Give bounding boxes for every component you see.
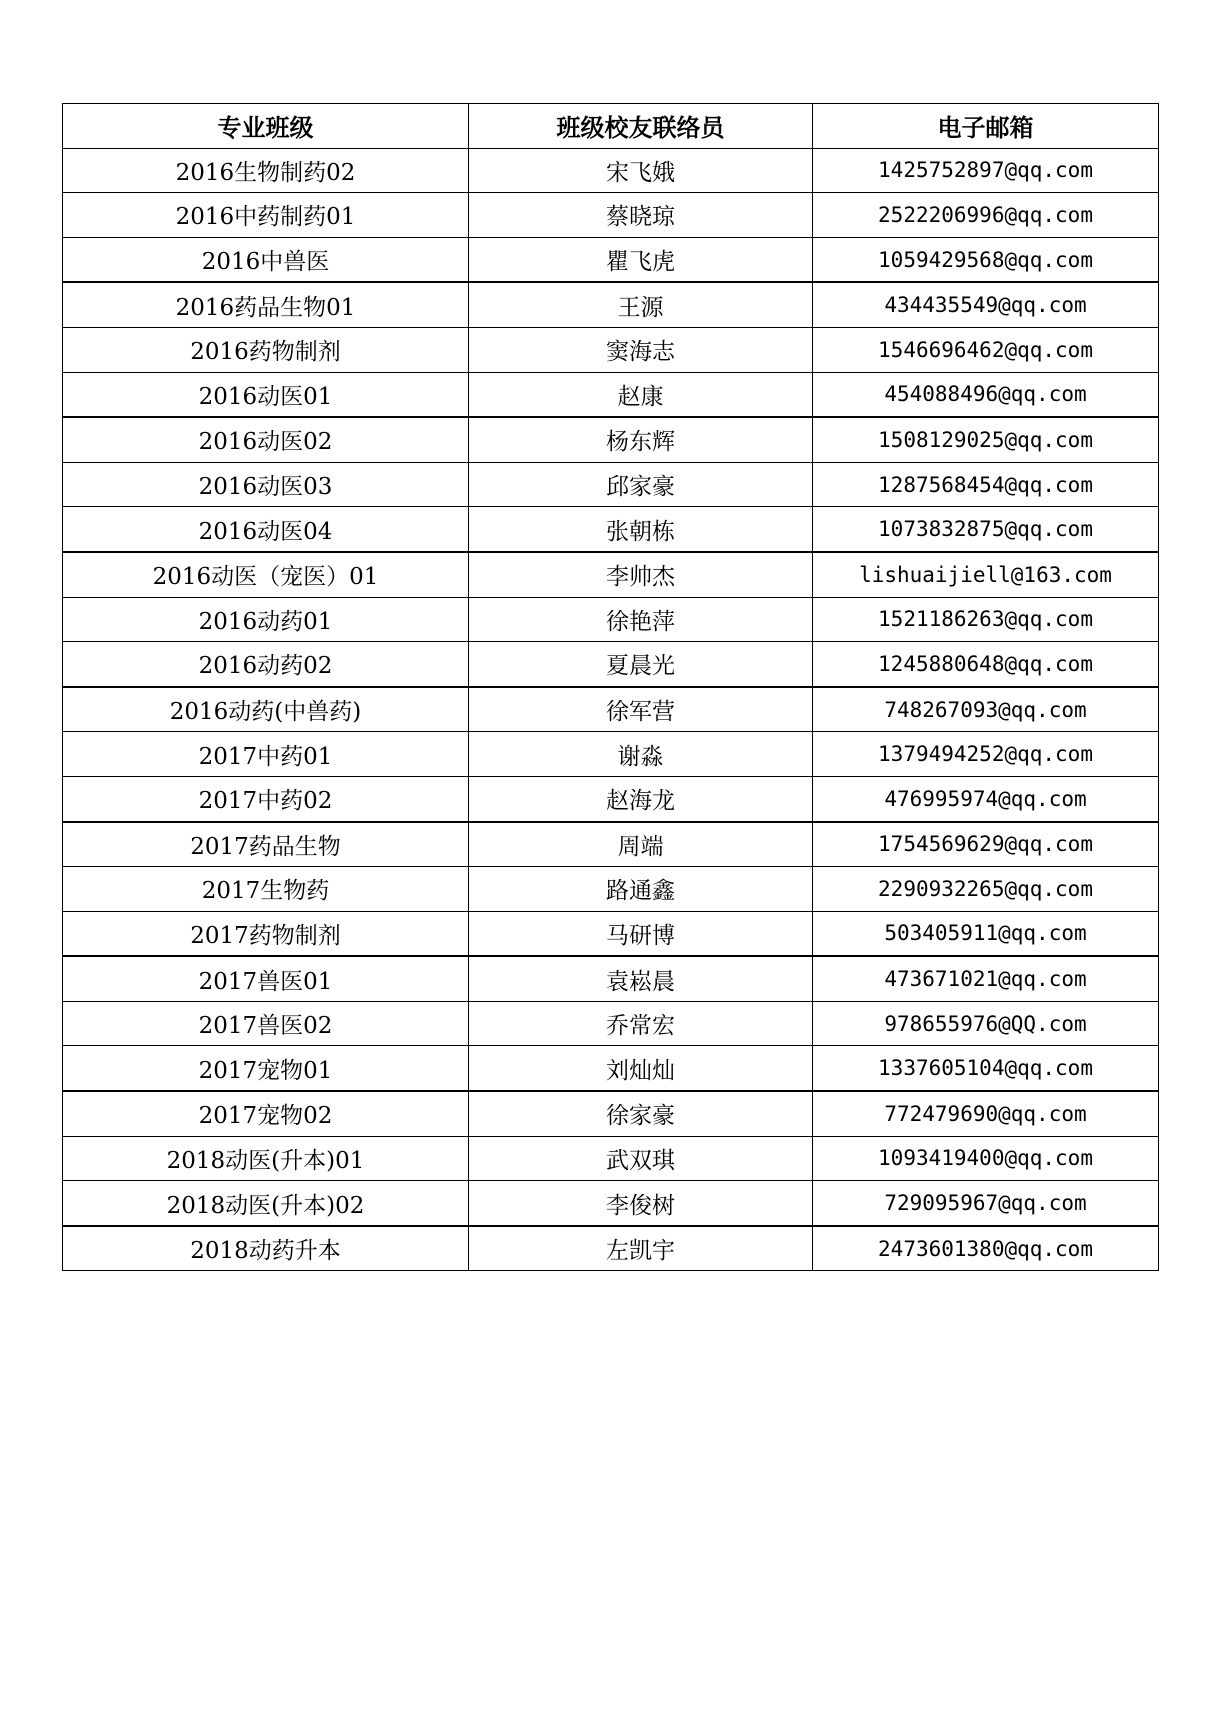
class-name-cell: 2017中药02 — [63, 776, 469, 821]
email-cell: 1425752897@qq.com — [813, 148, 1159, 193]
table-row — [63, 1046, 1159, 1091]
column-header-email: 电子邮箱 — [813, 104, 1159, 149]
table-row — [63, 507, 1159, 552]
email-cell: 1546696462@qq.com — [813, 327, 1159, 372]
class-name-cell: 2018动医(升本)02 — [63, 1181, 469, 1226]
table-row — [63, 597, 1159, 642]
table-row — [63, 462, 1159, 507]
table-row — [63, 1181, 1159, 1226]
contact-name-cell: 刘灿灿 — [469, 1046, 813, 1091]
column-header-contact: 班级校友联络员 — [469, 104, 813, 149]
email-cell: 772479690@qq.com — [813, 1091, 1159, 1136]
table-row — [63, 642, 1159, 687]
column-header-class: 专业班级 — [63, 104, 469, 149]
email-cell: 2522206996@qq.com — [813, 193, 1159, 238]
class-name-cell: 2017宠物01 — [63, 1046, 469, 1091]
email-cell: 1245880648@qq.com — [813, 642, 1159, 687]
email-cell: 978655976@QQ.com — [813, 1001, 1159, 1046]
class-name-cell: 2016动医01 — [63, 372, 469, 417]
contact-name-cell: 徐艳萍 — [469, 597, 813, 642]
contact-name-cell: 李帅杰 — [469, 552, 813, 597]
alumni-contact-sheet — [62, 103, 1158, 1271]
contact-name-cell: 路通鑫 — [469, 867, 813, 912]
class-name-cell: 2017药物制剂 — [63, 911, 469, 956]
contact-name-cell: 左凯宇 — [469, 1226, 813, 1271]
table-row — [63, 956, 1159, 1001]
email-cell: 1379494252@qq.com — [813, 732, 1159, 777]
class-name-cell: 2017药品生物 — [63, 822, 469, 867]
class-name-cell: 2016动医03 — [63, 462, 469, 507]
table-row — [63, 282, 1159, 327]
contact-name-cell: 赵海龙 — [469, 776, 813, 821]
table-row — [63, 552, 1159, 597]
email-cell: 1337605104@qq.com — [813, 1046, 1159, 1091]
contact-name-cell: 瞿飞虎 — [469, 237, 813, 282]
email-cell: 748267093@qq.com — [813, 687, 1159, 732]
table-body — [63, 148, 1159, 1271]
table-row — [63, 776, 1159, 821]
email-cell: 1093419400@qq.com — [813, 1136, 1159, 1181]
contact-name-cell: 张朝栋 — [469, 507, 813, 552]
class-name-cell: 2017中药01 — [63, 732, 469, 777]
class-name-cell: 2016动药01 — [63, 597, 469, 642]
contact-name-cell: 邱家豪 — [469, 462, 813, 507]
contact-name-cell: 杨东辉 — [469, 417, 813, 462]
email-cell: 503405911@qq.com — [813, 911, 1159, 956]
email-cell: 1508129025@qq.com — [813, 417, 1159, 462]
contact-name-cell: 徐军营 — [469, 687, 813, 732]
class-name-cell: 2016动医02 — [63, 417, 469, 462]
contact-name-cell: 武双琪 — [469, 1136, 813, 1181]
email-cell: 1073832875@qq.com — [813, 507, 1159, 552]
class-name-cell: 2016药物制剂 — [63, 327, 469, 372]
class-name-cell: 2016动医（宠医）01 — [63, 552, 469, 597]
class-name-cell: 2017兽医02 — [63, 1001, 469, 1046]
table-row — [63, 1226, 1159, 1271]
table-row — [63, 1136, 1159, 1181]
contact-name-cell: 李俊树 — [469, 1181, 813, 1226]
contact-name-cell: 袁崧晨 — [469, 956, 813, 1001]
email-cell: 1754569629@qq.com — [813, 822, 1159, 867]
table-row — [63, 372, 1159, 417]
contact-name-cell: 徐家豪 — [469, 1091, 813, 1136]
contact-name-cell: 马研博 — [469, 911, 813, 956]
class-name-cell: 2017兽医01 — [63, 956, 469, 1001]
contact-name-cell: 赵康 — [469, 372, 813, 417]
class-name-cell: 2016药品生物01 — [63, 282, 469, 327]
class-name-cell: 2016动药02 — [63, 642, 469, 687]
contact-name-cell: 谢淼 — [469, 732, 813, 777]
class-name-cell: 2018动药升本 — [63, 1226, 469, 1271]
email-cell: 1287568454@qq.com — [813, 462, 1159, 507]
class-name-cell: 2016动医04 — [63, 507, 469, 552]
table-row — [63, 1091, 1159, 1136]
contact-name-cell: 窦海志 — [469, 327, 813, 372]
contact-name-cell: 夏晨光 — [469, 642, 813, 687]
table-row — [63, 687, 1159, 732]
table-row — [63, 1001, 1159, 1046]
table-row — [63, 732, 1159, 777]
alumni-contact-table — [62, 103, 1159, 1271]
email-cell: 434435549@qq.com — [813, 282, 1159, 327]
contact-name-cell: 乔常宏 — [469, 1001, 813, 1046]
email-cell: 729095967@qq.com — [813, 1181, 1159, 1226]
class-name-cell: 2017生物药 — [63, 867, 469, 912]
class-name-cell: 2016动药(中兽药) — [63, 687, 469, 732]
contact-name-cell: 王源 — [469, 282, 813, 327]
email-cell: 454088496@qq.com — [813, 372, 1159, 417]
email-cell: 1059429568@qq.com — [813, 237, 1159, 282]
class-name-cell: 2017宠物02 — [63, 1091, 469, 1136]
table-row — [63, 911, 1159, 956]
class-name-cell: 2018动医(升本)01 — [63, 1136, 469, 1181]
class-name-cell: 2016中药制药01 — [63, 193, 469, 238]
contact-name-cell: 蔡晓琼 — [469, 193, 813, 238]
table-row — [63, 822, 1159, 867]
class-name-cell: 2016生物制药02 — [63, 148, 469, 193]
table-row — [63, 193, 1159, 238]
email-cell: 473671021@qq.com — [813, 956, 1159, 1001]
class-name-cell: 2016中兽医 — [63, 237, 469, 282]
contact-name-cell: 周端 — [469, 822, 813, 867]
header-row — [63, 104, 1159, 149]
table-row — [63, 237, 1159, 282]
email-cell: 2473601380@qq.com — [813, 1226, 1159, 1271]
email-cell: 1521186263@qq.com — [813, 597, 1159, 642]
contact-name-cell: 宋飞娥 — [469, 148, 813, 193]
table-row — [63, 148, 1159, 193]
table-row — [63, 867, 1159, 912]
table-row — [63, 327, 1159, 372]
email-cell: lishuaijiell@163.com — [813, 552, 1159, 597]
table-row — [63, 417, 1159, 462]
email-cell: 476995974@qq.com — [813, 776, 1159, 821]
email-cell: 2290932265@qq.com — [813, 867, 1159, 912]
